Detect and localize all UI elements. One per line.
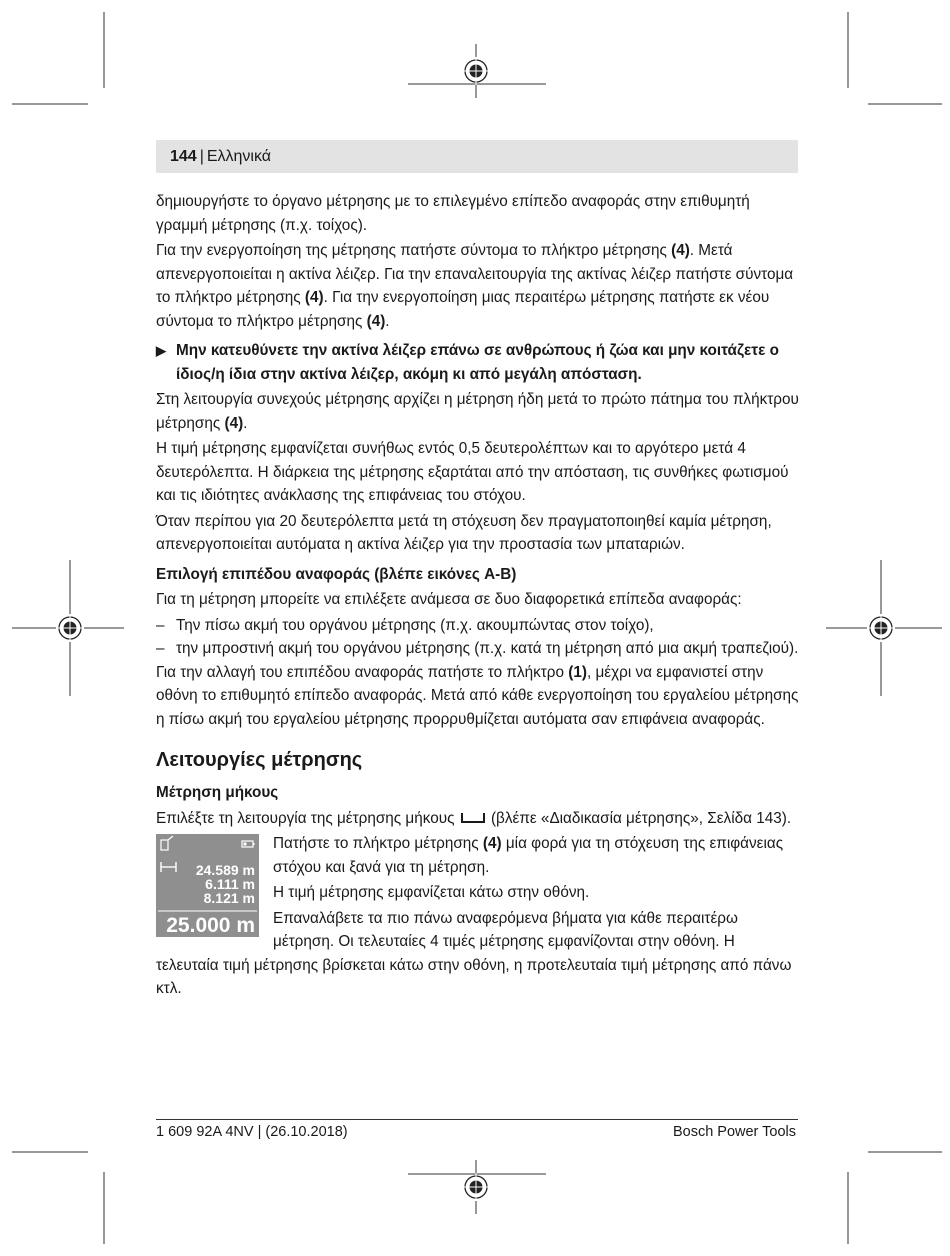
list-item-text: την μπροστινή ακμή του οργάνου μέτρησης (π.χ. κατά τη μέτρηση από μια ακμή τραπεζιού). [176,640,799,657]
p2-text-e: . Για την ενεργοποίηση μιας περαιτέρω μέτρησης πατήστε εκ νέου σύντομα το πλήκτρο μέτρησης [156,289,770,330]
p8-text-a: Επιλέξτε τη λειτουργία της μέτρησης μήκους [156,809,459,827]
p7-text-c: , μέχρι να εμφανιστεί στην οθόνη το επιθυμητό επίπεδο αναφοράς. Μετά από κάθε ενεργοποίηση του εργαλείου μέτρησης η πίσω ακμή του εργαλείου μέτρησης προρρυθμίζεται αυτόματα σαν επιφάνεια αναφοράς. [156,663,799,728]
p7-key-ref: (1) [568,663,587,681]
p2-text-g: . [385,312,390,330]
paragraph-5: Όταν περίπου για 20 δευτερόλεπτα μετά τη στόχευση δεν πραγματοποιηθεί καμία μέτρηση, απενεργοποιείται αυτόματα η ακτίνα λέιζερ για την προστασία των μπαταριών. [156,512,772,553]
section-title-measuring-functions: Λειτουργίες μέτρησης [156,749,363,771]
page-header [170,148,271,166]
header-separator: | [199,148,204,165]
p2-text-a: Για την ενεργοποίηση της μέτρησης πατήστε σύντομα το πλήκτρο μέτρησης [156,242,672,259]
paragraph-8 [156,807,801,831]
footer-divider [156,1119,798,1120]
registration-target-top [462,57,490,85]
display-result-value: 25.000 m [166,914,255,937]
p7-text-a: Για την αλλαγή του επιπέδου αναφοράς πατήστε το πλήκτρο [156,663,569,681]
display-value-1: 24.589 m [195,862,255,878]
list-item-text: Την πίσω ακμή του οργάνου μέτρησης (π.χ. ακουμπώντας στον τοίχο), [176,616,654,634]
display-value-2: 6.111 m [205,876,255,892]
header-language: Ελληνικά [206,148,272,165]
paragraph-7 [156,661,801,732]
paragraph-2 [156,239,801,333]
display-graphic [156,834,259,937]
p2-key-ref-3: (4) [366,312,386,330]
safety-warning [156,339,801,386]
list-item [156,614,801,638]
device-display-illustration [156,834,259,937]
p3-text-c: . [243,414,248,432]
registration-target-bottom [462,1173,490,1201]
footer-brand: Bosch Power Tools [672,1124,796,1140]
list-dash: – [156,616,165,634]
display-value-3: 8.121 m [203,890,255,906]
paragraph-4: Η τιμή μέτρησης εμφανίζεται συνήθως εντός 0,5 δευτερολέπτων και το αργότερο μετά 4 δευτερόλεπτα. Η διάρκεια της μέτρησης εξαρτάται από την απόσταση, τις συνθήκες φωτισμού και τις ιδιότητες ανάκλασης της επιφάνειας του στόχου. [156,440,789,504]
subheading-length-measurement: Μέτρηση μήκους [156,784,279,801]
display-illustration-block [156,832,801,1001]
p2-key-ref-1: (4) [671,242,690,259]
p9-text-c: μία φορά για τη στόχευση της επιφάνειας στόχου και ξανά για τη μέτρηση. [273,835,784,876]
paragraph-1: δημιουργήστε το όργανο μέτρησης με το επιλεγμένο επίπεδο αναφοράς στην επιθυμητή γραμμή μέτρησης (π.χ. τοίχος). [156,193,750,234]
paragraph-10: Η τιμή μέτρησης εμφανίζεται κάτω στην οθόνη. [273,884,590,901]
paragraph-11: Επαναλάβετε τα πιο πάνω αναφερόμενα βήματα για κάθε περαιτέρω μέτρηση. Οι τελευταίες 4 τιμές μέτρησης εμφανίζονται στην οθόνη. Η τελευταία τιμή μέτρησης βρίσκεται κάτω στην οθόνη, η προτελευταία τιμή μέτρησης από πάνω κτλ. [156,909,792,997]
list-dash: – [156,640,165,657]
p2-key-ref-2: (4) [304,289,324,306]
warning-triangle-icon: ▶ [156,343,166,358]
p8-text-b: (βλέπε «Διαδικασία μέτρησης», Σελίδα 143). [486,809,792,827]
p3-key-ref: (4) [224,414,244,432]
paragraph-6: Για τη μέτρηση μπορείτε να επιλέξετε ανάμεσα σε δυο διαφορετικά επίπεδα αναφοράς: [156,591,742,608]
p2-text-c: . Μετά απενεργοποιείται η ακτίνα λέιζερ. Για την επαναλειτουργία της ακτίνας λέιζερ πατήστε σύντομα το πλήκτρο μέτρησης [156,242,794,306]
page-number: 144 [170,148,197,165]
footer-doc-ref: 1 609 92A 4NV | (26.10.2018) [156,1124,348,1140]
subheading-reference-level: Επιλογή επιπέδου αναφοράς (βλέπε εικόνες A-B) [156,565,517,583]
list-item [156,637,801,661]
length-measurement-icon [461,813,485,823]
p3-text-a: Στη λειτουργία συνεχούς μέτρησης αρχίζει η μέτρηση ήδη μετά το πρώτο πάτημα του πλήκτρου μέτρησης [156,391,799,432]
registration-target-right [867,614,895,642]
p9-text-a: Πατήστε το πλήκτρο μέτρησης [273,835,483,852]
p9-key-ref: (4) [482,835,502,852]
page-body [156,190,801,1003]
paragraph-3 [156,388,801,435]
warning-text: Μην κατευθύνετε την ακτίνα λέιζερ επάνω σε ανθρώπους ή ζώα και μην κοιτάζετε ο ίδιος/η ίδια στην ακτίνα λέιζερ, ακόμη κι από μεγάλη απόσταση. [176,342,779,383]
registration-target-left [56,614,84,642]
